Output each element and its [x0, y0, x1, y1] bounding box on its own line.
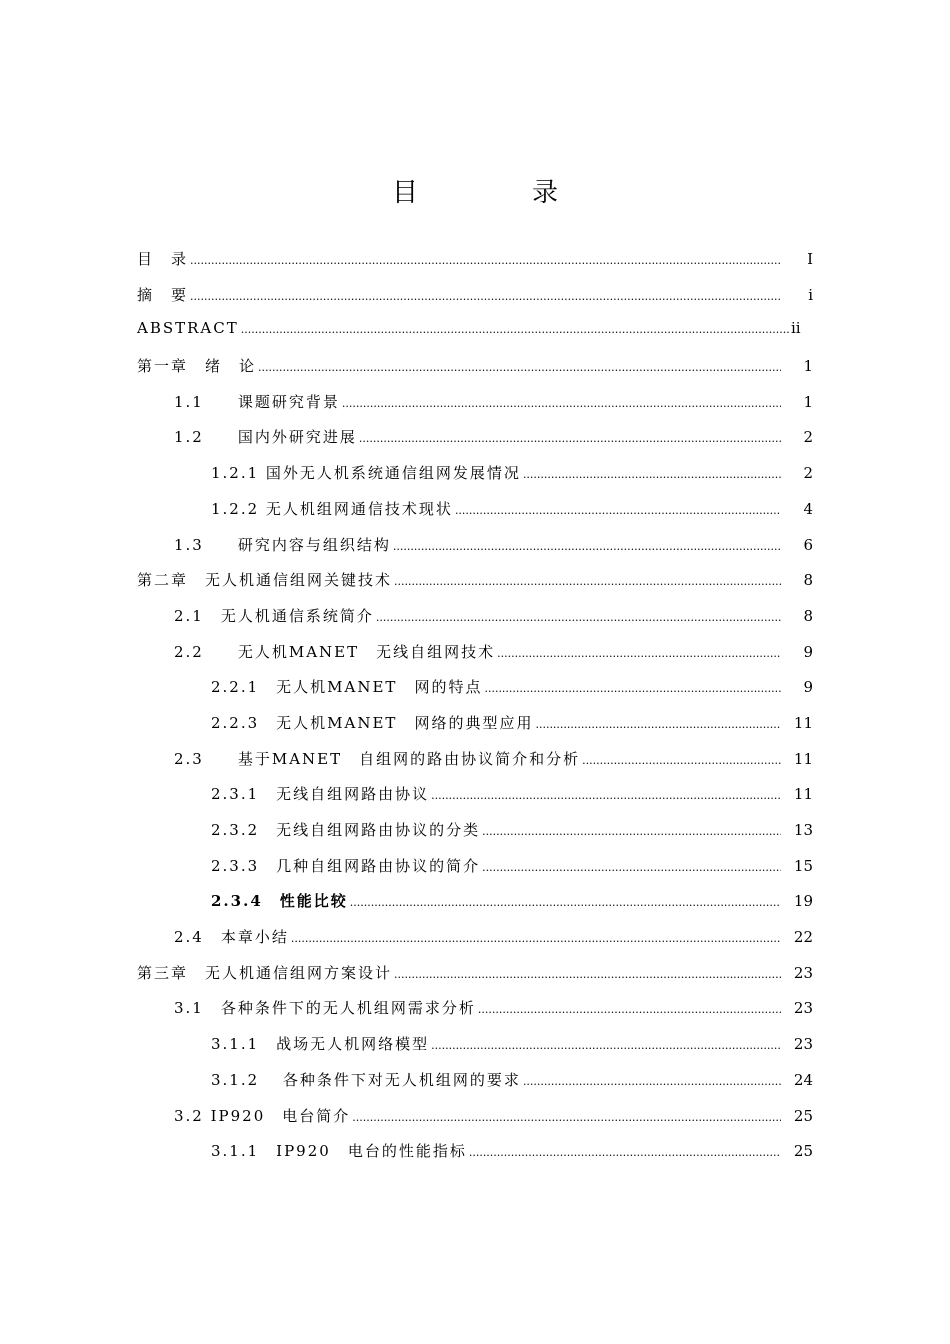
toc-entry[interactable]	[137, 426, 813, 462]
toc-entry-page-number: 13	[793, 821, 813, 839]
toc-dot-leader	[394, 968, 781, 981]
toc-entry-title: ABSTRACT	[137, 319, 239, 338]
toc-entry-page-number: 15	[793, 856, 813, 875]
toc-entry[interactable]	[137, 748, 813, 784]
toc-dot-leader	[350, 896, 781, 909]
toc-entry[interactable]	[137, 890, 813, 926]
toc-dot-leader	[376, 611, 781, 624]
toc-entry-title: 2.3.1 无线自组网路由协议	[211, 785, 430, 804]
toc-entry-title: 1.3 研究内容与组织结构	[174, 535, 391, 554]
toc-entry[interactable]	[137, 1069, 813, 1105]
toc-dot-leader	[482, 825, 781, 838]
toc-dot-leader	[455, 504, 781, 517]
toc-entry-page-number: i	[808, 285, 813, 304]
toc-entry[interactable]	[137, 605, 813, 641]
toc-dot-leader	[523, 468, 781, 481]
toc-entry-page-number: 8	[803, 571, 813, 590]
toc-entry-title: 1.1 课题研究背景	[174, 392, 340, 411]
toc-entry-page-number: 11	[793, 749, 813, 768]
toc-entry[interactable]	[137, 819, 813, 855]
toc-dot-leader	[523, 1075, 781, 1088]
toc-entry-page-number: 22	[793, 928, 813, 947]
toc-entry-page-number: 11	[793, 785, 813, 804]
toc-entry-page-number: 2	[803, 464, 813, 483]
toc-dot-leader	[342, 397, 781, 410]
toc-entry-page-number: 9	[803, 678, 813, 697]
table-of-contents	[137, 248, 813, 1176]
toc-entry-title: 2.2.3 无人机MANET 网络的典型应用	[211, 713, 534, 732]
toc-entry[interactable]	[137, 391, 813, 427]
toc-entry-page-number: 1	[803, 392, 813, 411]
toc-entry-page-number: 2	[803, 428, 813, 447]
toc-entry[interactable]	[137, 355, 813, 391]
toc-entry-page-number: 23	[793, 963, 813, 982]
toc-entry-title: 3.1.2 各种条件下对无人机组网的要求	[211, 1070, 521, 1089]
toc-entry-title: 第三章 无人机通信组网方案设计	[137, 963, 393, 982]
toc-entry[interactable]	[137, 676, 813, 712]
toc-dot-leader	[352, 1111, 781, 1124]
toc-entry[interactable]	[137, 319, 813, 355]
toc-entry-title: 2.2.1 无人机MANET 网的特点	[211, 678, 483, 697]
toc-entry-title: 3.2 IP920 电台简介	[174, 1106, 351, 1125]
toc-dot-leader	[258, 361, 781, 374]
toc-dot-leader	[393, 540, 781, 553]
toc-dot-leader	[359, 432, 781, 445]
toc-entry-title: 3.1.1 战场无人机网络模型	[211, 1035, 430, 1054]
toc-entry-page-number: 11	[793, 713, 813, 732]
toc-dot-leader	[582, 754, 781, 767]
toc-dot-leader	[497, 647, 781, 660]
toc-dot-leader	[484, 682, 781, 695]
toc-entry-title: 2.4 本章小结	[174, 928, 289, 947]
toc-entry-page-number: 23	[793, 999, 813, 1018]
toc-dot-leader	[291, 932, 781, 945]
toc-entry-title: 第二章 无人机通信组网关键技术	[137, 571, 393, 590]
toc-entry-title: 2.2 无人机MANET 无线自组网技术	[174, 642, 496, 661]
toc-entry-title: 2.1 无人机通信系统简介	[174, 606, 374, 625]
toc-entry[interactable]	[137, 248, 813, 284]
toc-entry[interactable]	[137, 534, 813, 570]
toc-entry-title: 第一章 绪 论	[137, 357, 257, 376]
toc-entry-page-number: 19	[793, 892, 813, 911]
toc-entry-title: 2.3.4 性能比较	[211, 892, 348, 911]
toc-entry-page-number: ii	[791, 319, 801, 338]
toc-entry[interactable]	[137, 997, 813, 1033]
toc-dot-leader	[478, 1003, 781, 1016]
toc-entry[interactable]	[137, 962, 813, 998]
toc-entry[interactable]	[137, 462, 813, 498]
toc-entry-title: 摘 要	[137, 285, 189, 304]
toc-dot-leader	[431, 1039, 781, 1052]
toc-entry[interactable]	[137, 569, 813, 605]
toc-entry-page-number: 25	[793, 1142, 813, 1161]
toc-entry-title: 2.3 基于MANET 自组网的路由协议简介和分析	[174, 749, 581, 768]
toc-entry-page-number: I	[807, 250, 813, 268]
toc-entry[interactable]	[137, 641, 813, 677]
toc-dot-leader	[469, 1146, 781, 1159]
toc-dot-leader	[190, 290, 781, 303]
toc-entry-title: 1.2.1 国外无人机系统通信组网发展情况	[211, 464, 521, 483]
toc-entry[interactable]	[137, 1140, 813, 1176]
toc-entry-title: 目 录	[137, 250, 189, 268]
toc-entry-title: 2.3.2 无线自组网路由协议的分类	[211, 821, 481, 839]
toc-entry[interactable]	[137, 712, 813, 748]
toc-dot-leader	[482, 861, 781, 874]
toc-dot-leader	[394, 575, 781, 588]
toc-entry-title: 3.1 各种条件下的无人机组网需求分析	[174, 999, 476, 1018]
toc-dot-leader	[241, 323, 789, 336]
toc-entry[interactable]	[137, 1105, 813, 1141]
toc-entry[interactable]	[137, 855, 813, 891]
toc-entry[interactable]	[137, 498, 813, 534]
toc-entry-page-number: 4	[803, 499, 813, 518]
toc-entry-page-number: 8	[803, 606, 813, 625]
toc-entry[interactable]	[137, 783, 813, 819]
toc-dot-leader	[190, 254, 781, 267]
toc-entry[interactable]	[137, 284, 813, 320]
toc-dot-leader	[431, 789, 781, 802]
toc-entry-page-number: 6	[803, 535, 813, 554]
toc-entry-title: 3.1.1 IP920 电台的性能指标	[211, 1142, 467, 1161]
toc-entry-page-number: 23	[793, 1035, 813, 1054]
toc-entry-page-number: 9	[803, 642, 813, 661]
toc-entry[interactable]	[137, 1033, 813, 1069]
page-title: 目 录	[391, 178, 602, 208]
toc-entry-title: 2.3.3 几种自组网路由协议的简介	[211, 856, 481, 875]
toc-entry-page-number: 1	[803, 357, 813, 376]
toc-entry-page-number: 24	[793, 1070, 813, 1089]
toc-entry[interactable]	[137, 926, 813, 962]
toc-entry-title: 1.2 国内外研究进展	[174, 428, 357, 447]
toc-entry-page-number: 25	[793, 1106, 813, 1125]
toc-entry-title: 1.2.2 无人机组网通信技术现状	[211, 499, 453, 518]
toc-dot-leader	[535, 718, 781, 731]
